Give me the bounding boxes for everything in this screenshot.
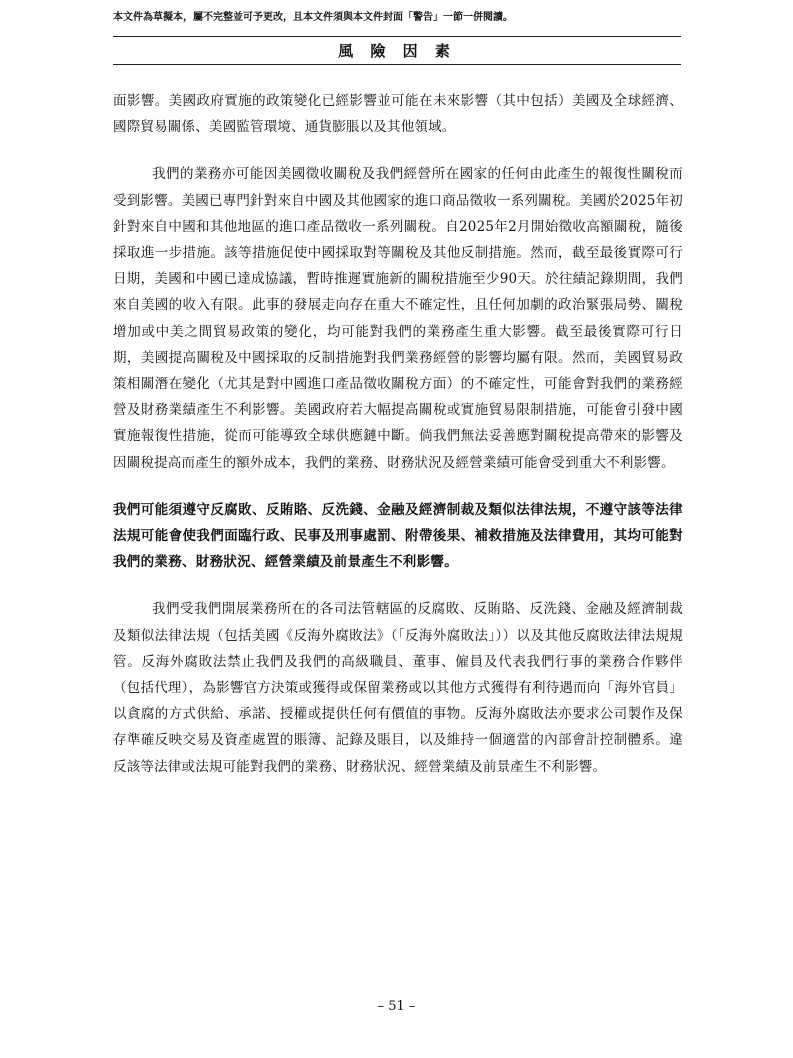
- body-content: [113, 88, 683, 801]
- paragraph-anti-corruption: 我們受我們開展業務所在的各司法管轄區的反腐敗、反賄賂、反洗錢、金融及經濟制裁及類似法律法規（包括美國《反海外腐敗法》（「反海外腐敗法」））以及其他反腐敗法律法規規管。反海外腐敗法禁止我們及我們的高級職員、董事、僱員及代表我們行事的業務合作夥伴（包括代理），為影響官方決策或獲得或保留業務或以其他方式獲得有利待遇而向「海外官員」以貪腐的方式供給、承諾、授權或提供任何有價值的事物。反海外腐敗法亦要求公司製作及保存準確反映交易及資產處置的賬簿、記錄及賬目，以及維持一個適當的內部會計控制體系。違反該等法律或法規可能對我們的業務、財務狀況、經營業績及前景產生不利影響。: [113, 601, 683, 775]
- section-title: 風 險 因 素: [338, 42, 456, 60]
- risk-heading-anti-corruption: 我們可能須遵守反腐敗、反賄賂、反洗錢、金融及經濟制裁及類似法律法規，不遵守該等法律法規可能會使我們面臨行政、民事及刑事處罰、附帶後果、補救措施及法律費用，其均可能對我們的業務、財務狀況、經營業績及前景產生不利影響。: [113, 501, 683, 571]
- header-rule-bottom: [113, 64, 681, 65]
- header-rule-top: [113, 36, 681, 37]
- paragraph-tariffs: 我們的業務亦可能因美國徵收關稅及我們經營所在國家的任何由此產生的報復性關稅而受到影響。美國已專門針對來自中國及其他國家的進口商品徵收一系列關稅。美國於2025年初針對來自中國和其他地區的進口產品徵收一系列關稅。自2025年2月開始徵收高額關稅，隨後採取進一步措施。該等措施促使中國採取對等關稅及其他反制措施。然而，截至最後實際可行日期，美國和中國已達成協議，暫時推遲實施新的關稅措施至少90天。於往績記錄期間，我們來自美國的收入有限。此事的發展走向存在重大不確定性，且任何加劇的政治緊張局勢、關稅增加或中美之間貿易政策的變化，均可能對我們的業務產生重大影響。截至最後實際可行日期，美國提高關稅及中國採取的反制措施對我們業務經營的影響均屬有限。然而，美國貿易政策相關潛在變化（尤其是對中國進口產品徵收關稅方面）的不確定性，可能會對我們的業務經營及財務業績產生不利影響。美國政府若大幅提高關稅或實施貿易限制措施，可能會引發中國實施報復性措施，從而可能導致全球供應鏈中斷。倘我們無法妥善應對關稅提高帶來的影響及因關稅提高而產生的額外成本，我們的業務、財務狀況及經營業績可能會受到重大不利影響。: [113, 166, 683, 471]
- page-number: – 51 –: [377, 999, 416, 1014]
- paragraph-continuation: 面影響。美國政府實施的政策變化已經影響並可能在未來影響（其中包括）美國及全球經濟、國際貿易關係、美國監管環境、通貨膨脹以及其他領域。: [113, 93, 683, 136]
- draft-disclaimer: 本文件為草擬本，屬不完整並可予更改，且本文件須與本文件封面「警告」一節一併閱讀。: [113, 12, 513, 23]
